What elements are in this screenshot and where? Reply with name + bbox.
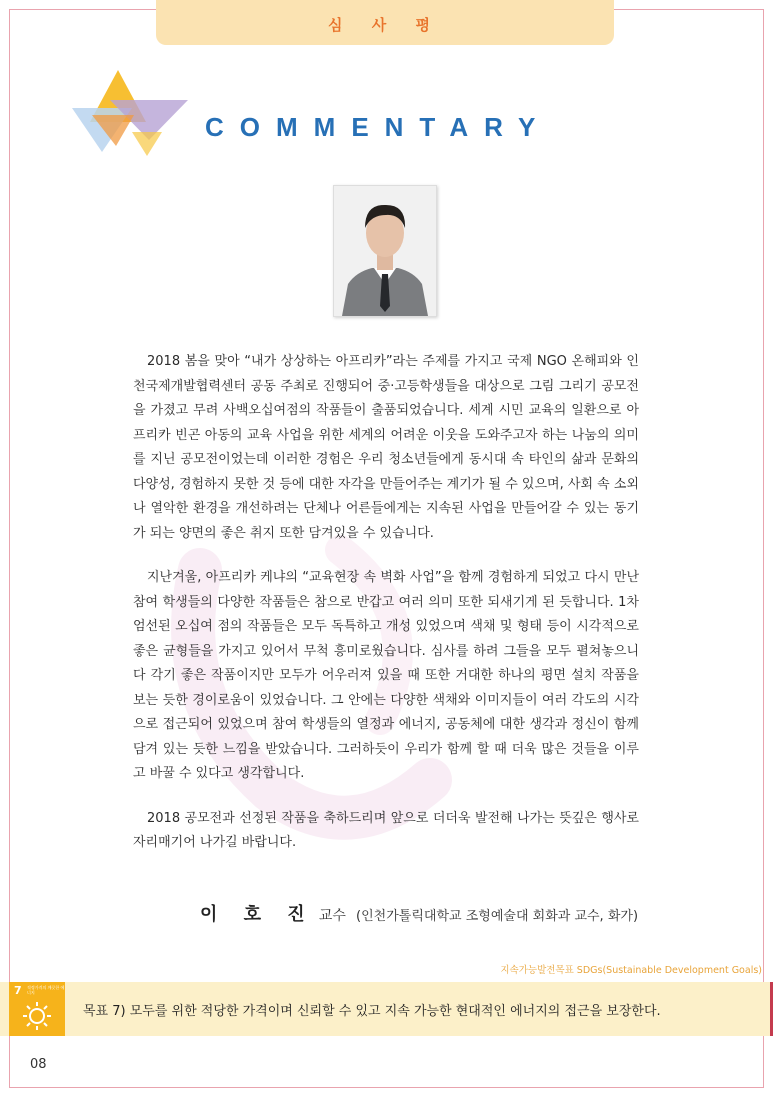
section-tab [156,0,614,45]
body-paragraph: 2018 공모전과 선정된 작품을 축하드리며 앞으로 더더욱 발전해 나가는 뜻깊은 행사로 자리매기어 나가길 바랍니다. [133,810,639,850]
sun-icon [9,982,65,1036]
page-title: COMMENTARY [205,112,552,142]
body-paragraph: 지난겨울, 아프리카 케냐의 “교육현장 속 벽화 사업”을 함께 경험하게 되었고 다시 만난 참여 학생들의 다양한 작품들은 참으로 반갑고 여러 의미 또한 되새기게 된 듯합니다. 1차 엄선된 오십여 점의 작품들은 모두 독특하고 개성 있었으며 색채 및 형태 등이 시각적으로 좋은 균형들을 가지고 있어서 무척 흥미로웠습니다. 심사를 하려 그들을 모두 펼쳐놓으니 다 각기 좋은 작품이지만 모두가 어우러져 있을 때 또한 거대한 하나의 평면 설치 작품을 보는 듯한 경이로움이 있었습니다. 그 안에는 다양한 색채와 이미지들이 여러 각도의 시각으로 접근되어 있었으며 참여 학생들의 열정과 에너지, 공동체에 대한 생각과 정신이 함께 담겨 있는 듯한 느낌을 받았습니다. 그러하듯이 우리가 함께 할 때 더욱 많은 것들을 이루고 바꿀 수 있다고 생각합니다. [133,570,639,781]
author-portrait [333,185,437,317]
author-name: 이 호 진 [200,904,315,925]
triangles-logo-icon [72,70,192,156]
sdg-icon-number: 7 [14,984,22,997]
sdg-goal-7-icon [9,982,65,1036]
sdg-caption: 지속가능발전목표 SDGs(Sustainable Development Goals) [500,965,762,976]
author-title: 교수 [318,908,346,924]
body-paragraph: 2018 봄을 맞아 “내가 상상하는 아프리카”라는 주제를 가지고 국제 NGO 온해피와 인천국제개발협력센터 공동 주최로 진행되어 중·고등학생들을 대상으로 그림 그리기 공모전을 가졌고 무려 사백오십여점의 작품들이 출품되었습니다. 세계 시민 교육의 일환으로 아프리카 빈곤 아동의 교육 사업을 위한 세계의 어려운 이웃을 도와주고자 하는 나눔의 의미를 지닌 공모전이었는데 이러한 경험은 우리 청소년들에게 동시대 속 타인의 삶과 문화의 다양성, 경험하지 못한 것 등에 대한 자각을 만들어주는 계기가 될 수 있으며, 사회 속 소외나 열악한 환경을 개선하려는 단체나 어른들에게는 지속된 사업을 만들어갈 수 있는 동기가 되는 양면의 좋은 취지 또한 담겨있을 수 있습니다. [133,354,639,541]
page-number: 08 [30,1057,47,1072]
author-affiliation: (인천가톨릭대학교 조형예술대 회화과 교수, 화가) [356,909,639,924]
sdg-goal-text: 목표 7) 모두를 위한 적당한 가격이며 신뢰할 수 있고 지속 가능한 현대적인 에너지의 접근을 보장한다. [83,1004,661,1019]
commentary-body [133,350,639,876]
section-label: 심 사 평 [328,16,442,34]
author-signature [200,900,638,926]
sdg-icon-label: 적정가격의 깨끗한 에너지 [27,985,65,995]
